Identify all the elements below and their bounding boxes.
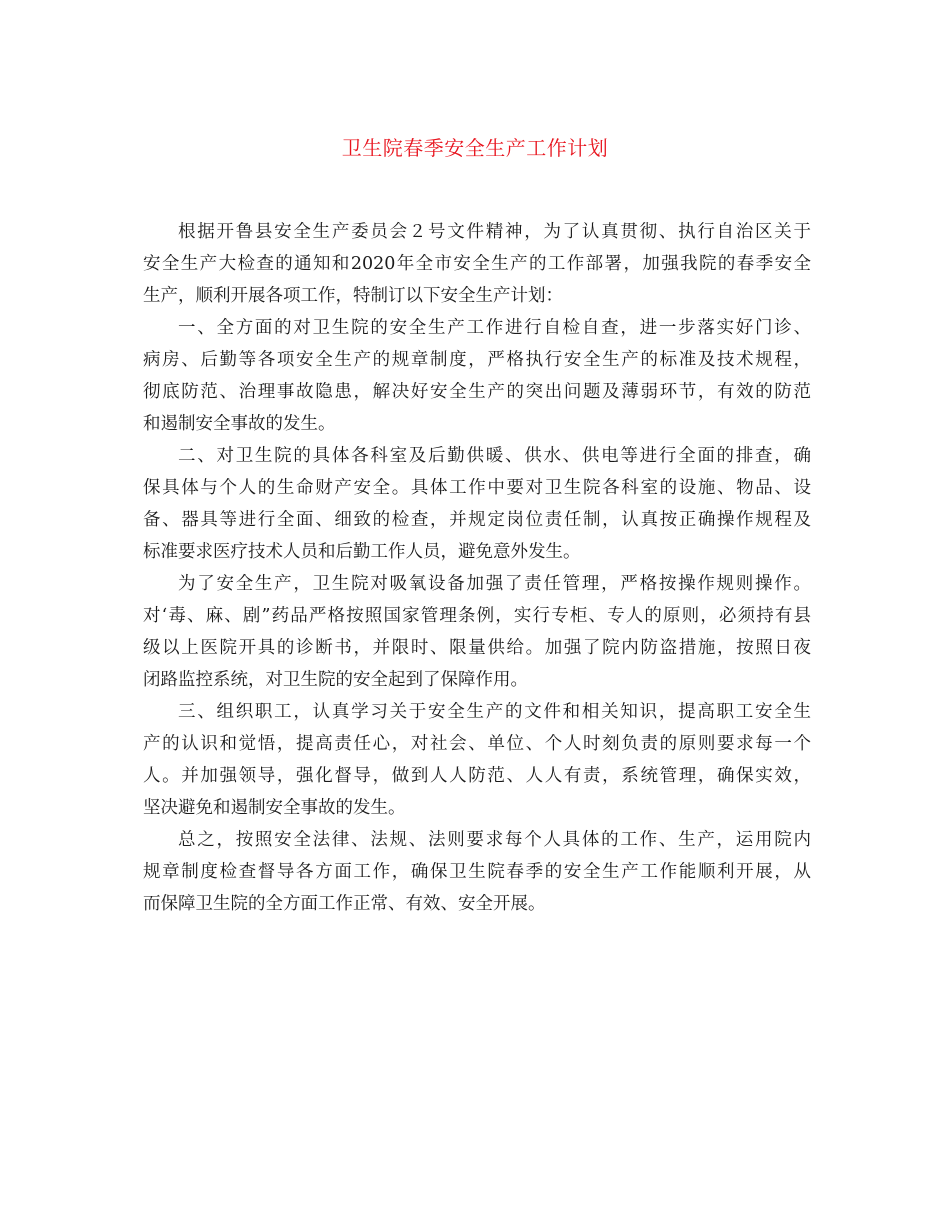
text-line: 彻底防范、治理事故隐患，解决好安全生产的突出问题及薄弱环节，有效的防范 [143, 382, 811, 402]
text-line: 备、器具等进行全面、细致的检查，并规定岗位责任制，认真按正确操作规程及 [143, 510, 811, 530]
text-line: 人。并加强领导，强化督导，做到人人防范、人人有责，系统管理，确保实效， [143, 766, 811, 786]
paragraph-one [143, 312, 811, 440]
text-line: 保具体与个人的生命财产安全。具体工作中要对卫生院各科室的设施、物品、设 [143, 478, 811, 498]
text-line: 标准要求医疗技术人员和后勤工作人员，避免意外发生。 [143, 542, 581, 562]
text-line: 根据开鲁县安全生产委员会２号文件精神，为了认真贯彻、执行自治区关于 [178, 222, 811, 242]
text-line: 级以上医院开具的诊断书，并限时、限量供给。加强了院内防盗措施，按照日夜 [143, 638, 811, 658]
text-line: 和遏制安全事故的发生。 [143, 414, 336, 434]
text-line: 二、对卫生院的具体各科室及后勤供暖、供水、供电等进行全面的排查，确 [178, 446, 811, 466]
document-title: 卫生院春季安全生产工作计划 [341, 136, 609, 160]
text-line: 坚决避免和遏制安全事故的发生。 [143, 798, 406, 818]
text-line: 总之，按照安全法律、法规、法则要求每个人具体的工作、生产，运用院内 [178, 830, 811, 850]
text-line: 三、组织职工，认真学习关于安全生产的文件和相关知识，提高职工安全生 [178, 702, 811, 722]
paragraph-summary [143, 824, 811, 920]
text-line: 一、全方面的对卫生院的安全生产工作进行自检自查，进一步落实好门诊、 [178, 318, 811, 338]
text-line: 产的认识和觉悟，提高责任心，对社会、单位、个人时刻负责的原则要求每一个 [143, 734, 811, 754]
text-line: 病房、后勤等各项安全生产的规章制度，严格执行安全生产的标准及技术规程， [143, 350, 811, 370]
text-line: 对‘毒、麻、剧”药品严格按照国家管理条例，实行专柜、专人的原则，必须持有县 [143, 606, 811, 626]
text-line: 安全生产大检查的通知和2020年全市安全生产的工作部署，加强我院的春季安全 [143, 254, 811, 274]
paragraph-oxygen [143, 568, 811, 696]
paragraph-intro [143, 216, 811, 312]
text-line: 生产，顺利开展各项工作，特制订以下安全生产计划： [143, 286, 563, 306]
paragraph-three [143, 696, 811, 824]
text-line: 规章制度检查督导各方面工作，确保卫生院春季的安全生产工作能顺利开展，从 [143, 862, 811, 882]
document-body [143, 216, 811, 920]
text-line: 而保障卫生院的全方面工作正常、有效、安全开展。 [143, 894, 546, 914]
text-line: 为了安全生产，卫生院对吸氧设备加强了责任管理，严格按操作规则操作。 [178, 574, 811, 594]
paragraph-two [143, 440, 811, 568]
text-line: 闭路监控系统，对卫生院的安全起到了保障作用。 [143, 670, 528, 690]
